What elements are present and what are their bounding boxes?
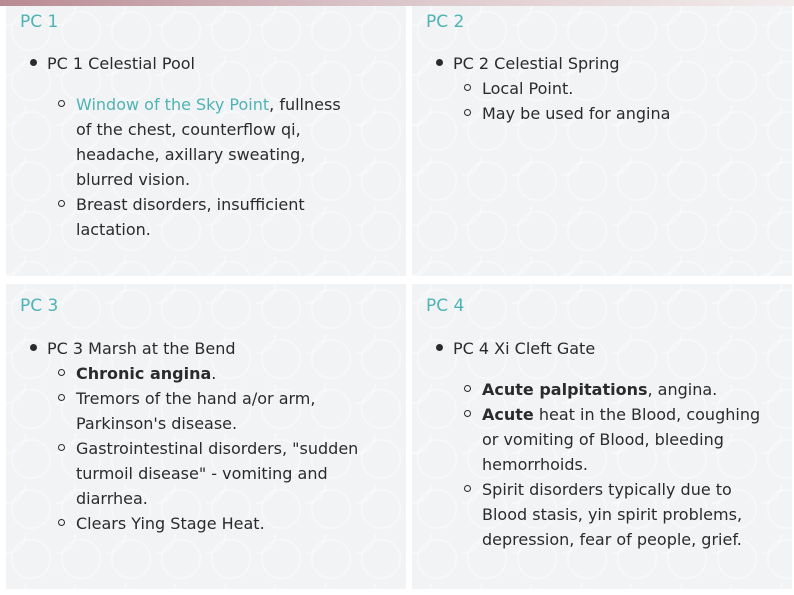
bullet-dot-icon — [436, 59, 443, 66]
indications-list-pc1 — [58, 92, 341, 242]
list-item — [58, 361, 358, 386]
bullet-ring-icon — [58, 394, 65, 401]
item-text: . — [211, 364, 217, 383]
item-text: Spirit disorders typically due to — [482, 480, 732, 499]
list-item — [58, 92, 341, 192]
panel-pc2 — [412, 6, 792, 276]
indications-list-pc2 — [464, 76, 670, 126]
point-heading-pc1 — [30, 51, 195, 76]
list-item — [464, 377, 760, 402]
list-item — [464, 76, 670, 101]
item-text: lactation. — [76, 220, 151, 239]
bullet-ring-icon — [58, 369, 65, 376]
item-text: Tremors of the hand a/or arm, — [76, 389, 316, 408]
list-item — [464, 477, 760, 552]
panel-title-pc3: PC 3 — [20, 296, 59, 316]
item-text: Breast disorders, insufficient — [76, 195, 305, 214]
bullet-ring-icon — [58, 519, 65, 526]
list-item — [464, 101, 670, 126]
bullet-ring-icon — [464, 485, 471, 492]
item-text: diarrhea. — [76, 489, 148, 508]
point-heading-text: PC 3 Marsh at the Bend — [47, 339, 236, 358]
slide-grid — [6, 6, 794, 595]
bullet-ring-icon — [58, 100, 65, 107]
item-text: depression, fear of people, grief. — [482, 530, 742, 549]
point-heading-pc2 — [436, 51, 620, 76]
item-text-bold: Acute — [482, 405, 534, 424]
bullet-ring-icon — [58, 200, 65, 207]
item-text: , fullness — [269, 95, 341, 114]
item-text: May be used for angina — [482, 104, 671, 123]
item-text-bold: Acute palpitations — [482, 380, 648, 399]
panel-title-pc4: PC 4 — [426, 296, 465, 316]
list-item — [58, 511, 358, 536]
bullet-ring-icon — [464, 109, 471, 116]
list-item — [464, 402, 760, 477]
panel-pc1 — [6, 6, 406, 276]
panel-pc3 — [6, 284, 406, 589]
item-text: Local Point. — [482, 79, 574, 98]
item-text: hemorrhoids. — [482, 455, 588, 474]
panel-title-pc1: PC 1 — [20, 12, 59, 32]
panel-pc4 — [412, 284, 792, 589]
bullet-ring-icon — [464, 385, 471, 392]
point-heading-pc4 — [436, 336, 595, 361]
point-heading-text: PC 2 Celestial Spring — [453, 54, 620, 73]
indications-list-pc4 — [464, 377, 760, 552]
item-text-bold: Chronic angina — [76, 364, 212, 383]
list-item — [58, 192, 341, 242]
point-heading-pc3 — [30, 336, 236, 361]
bullet-dot-icon — [30, 59, 37, 66]
item-text: Blood stasis, yin spirit problems, — [482, 505, 743, 524]
item-text: headache, axillary sweating, — [76, 145, 306, 164]
point-heading-text: PC 4 Xi Cleft Gate — [453, 339, 596, 358]
bullet-ring-icon — [58, 444, 65, 451]
bullet-ring-icon — [464, 410, 471, 417]
item-text: blurred vision. — [76, 170, 191, 189]
item-text: Clears Ying Stage Heat. — [76, 514, 265, 533]
bullet-dot-icon — [436, 344, 443, 351]
panel-title-pc2: PC 2 — [426, 12, 465, 32]
point-heading-text: PC 1 Celestial Pool — [47, 54, 195, 73]
item-text: or vomiting of Blood, bleeding — [482, 430, 724, 449]
bullet-dot-icon — [30, 344, 37, 351]
item-text: of the chest, counterflow qi, — [76, 120, 301, 139]
item-text: heat in the Blood, coughing — [533, 405, 761, 424]
item-text: , angina. — [647, 380, 718, 399]
item-text: Gastrointestinal disorders, "sudden — [76, 439, 359, 458]
window-of-sky-link[interactable]: Window of the Sky Point — [76, 95, 270, 114]
bullet-ring-icon — [464, 84, 471, 91]
item-text: Parkinson's disease. — [76, 414, 238, 433]
list-item — [58, 436, 358, 511]
indications-list-pc3 — [58, 361, 358, 536]
list-item — [58, 386, 358, 436]
item-text: turmoil disease" - vomiting and — [76, 464, 328, 483]
